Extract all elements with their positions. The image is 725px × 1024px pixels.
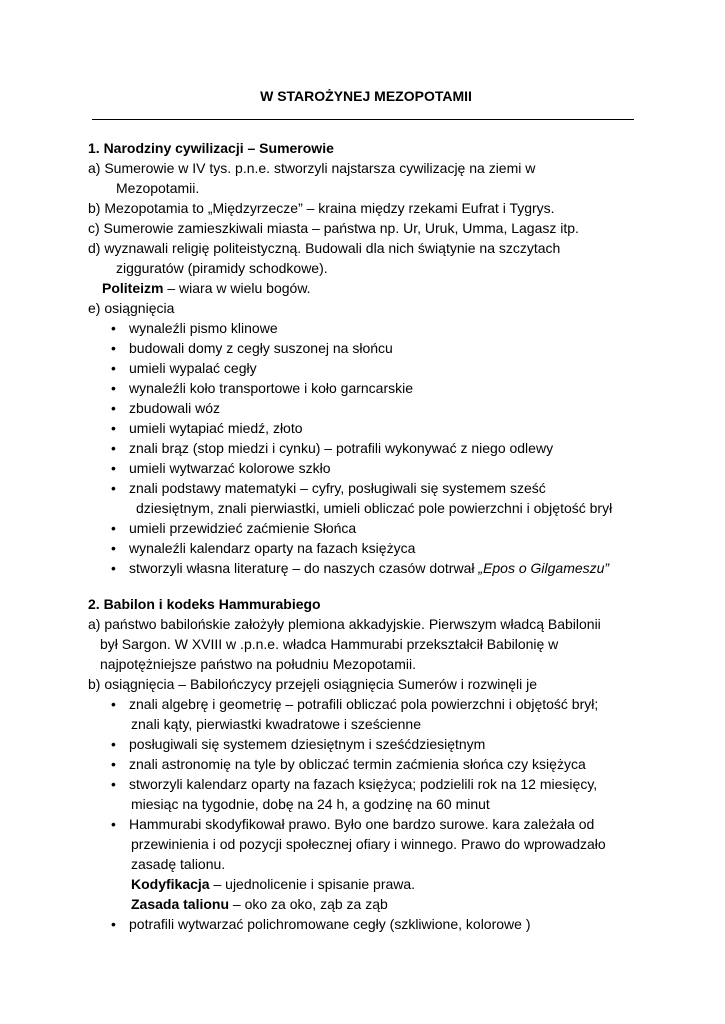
list-item: • umieli przewidzieć zaćmienie Słońca bbox=[111, 520, 357, 536]
list-item: • zbudowali wóz bbox=[111, 400, 221, 416]
paragraph-a: a) Sumerowie w IV tys. p.n.e. stworzyli najstarsza cywilizację na ziemi w bbox=[88, 160, 536, 176]
bullet-icon: • bbox=[111, 380, 116, 396]
bullet-icon: • bbox=[111, 736, 116, 752]
paragraph-a: a) państwo babilońskie założyły plemiona akkadyjskie. Pierwszym władcą Babilonii bbox=[88, 616, 601, 632]
bullet-icon: • bbox=[111, 480, 116, 496]
bullet-icon: • bbox=[111, 696, 116, 712]
paragraph-a-continuation: Mezopotamii. bbox=[116, 180, 200, 196]
list-item: • znali astronomię na tyle by obliczać termin zaćmienia słońca czy księżyca bbox=[111, 756, 586, 772]
babylon-achievements-list bbox=[88, 694, 648, 934]
bullet-icon: • bbox=[111, 340, 116, 356]
paragraph-c: c) Sumerowie zamieszkiwali miasta – państwa np. Ur, Uruk, Umma, Lagasz itp. bbox=[88, 220, 579, 236]
bullet-icon: • bbox=[111, 360, 116, 376]
bullet-icon: • bbox=[111, 420, 116, 436]
list-item: • znali algebrę i geometrię – potrafili obliczać pola powierzchni i objętość brył; znali kąty, pierwiastki kwadratowe i sześcienne bbox=[111, 696, 599, 732]
paragraph-e: e) osiągnięcia bbox=[88, 300, 175, 316]
document-title-block bbox=[88, 86, 648, 106]
list-item: • stworzyli kalendarz oparty na fazach księżyca; podzielili rok na 12 miesięcy, miesiąc na tygodnie, dobę na 24 h, a godzinę na 60 minut bbox=[111, 776, 598, 812]
definition-term: Politeizm bbox=[102, 280, 164, 296]
bullet-icon: • bbox=[111, 460, 116, 476]
list-item: • wynaleźli koło transportowe i koło garncarskie bbox=[111, 380, 414, 396]
definition-text: – oko za oko, ząb za ząb bbox=[229, 896, 388, 912]
definition-text: – wiara w wielu bogów. bbox=[163, 280, 311, 296]
definition-kodyfikacja bbox=[129, 874, 648, 894]
bullet-icon: • bbox=[111, 400, 116, 416]
bullet-icon: • bbox=[111, 756, 116, 772]
paragraph-b: b) osiągnięcia – Babilończycy przejęli osiągnięcia Sumerów i rozwinęli je bbox=[88, 676, 537, 692]
definition-politeizm bbox=[88, 278, 648, 298]
bullet-icon: • bbox=[111, 776, 116, 792]
bullet-icon: • bbox=[111, 560, 116, 576]
definition-text: – ujednolicenie i spisanie prawa. bbox=[209, 876, 416, 892]
paragraph-a-continuation: najpotężniejsze państwo na południu Mezopotamii. bbox=[100, 656, 416, 672]
bullet-icon: • bbox=[111, 440, 116, 456]
list-item: • znali brąz (stop miedzi i cynku) – potrafili wykonywać z niego odlewy bbox=[111, 440, 554, 456]
definition-term: Kodyfikacja bbox=[131, 876, 210, 892]
list-item: • umieli wytwarzać kolorowe szkło bbox=[111, 460, 331, 476]
paragraph-a-continuation: był Sargon. W XVIII w .p.n.e. władca Hammurabi przekształcił Babilonię w bbox=[100, 636, 559, 652]
list-item: • umieli wypalać cegły bbox=[111, 360, 257, 376]
section-sumerians bbox=[88, 138, 648, 578]
bullet-icon: • bbox=[111, 916, 116, 932]
bullet-icon: • bbox=[111, 520, 116, 536]
bullet-icon: • bbox=[111, 816, 116, 832]
bullet-icon: • bbox=[111, 540, 116, 556]
paragraph-d: d) wyznawali religię politeistyczną. Budowali dla nich świątynie na szczytach bbox=[88, 240, 561, 256]
section-heading: 1. Narodziny cywilizacji – Sumerowie bbox=[88, 140, 334, 156]
list-item: • wynaleźli pismo klinowe bbox=[111, 320, 278, 336]
list-item: • budowali domy z cegły suszonej na słońcu bbox=[111, 340, 393, 356]
title-divider bbox=[92, 119, 634, 120]
list-item: • znali podstawy matematyki – cyfry, posługiwali się systemem sześć dziesiętnym, znali pierwiastki, umieli obliczać pole powierzchni i objętość brył bbox=[111, 480, 613, 516]
page-title: W STAROŻYNEJ MEZOPOTAMII bbox=[260, 88, 472, 104]
definition-talion bbox=[129, 894, 648, 914]
list-item: • wynaleźli kalendarz oparty na fazach księżyca bbox=[111, 540, 416, 556]
list-item: • Hammurabi skodyfikował prawo. Było one bardzo surowe. kara zależała od przewinienia i od pozycji społecznej ofiary i winnego. Prawo do wprowadzało zasadę talionu. Kodyfikacja – ujednolicenie i spisanie prawa. Zasada talionu – oko za oko, ząb za ząb bbox=[88, 814, 648, 914]
section-babylon bbox=[88, 594, 648, 934]
list-item: • potrafili wytwarzać polichromowane cegły (szkliwione, kolorowe ) bbox=[111, 916, 531, 932]
epic-title: „Epos o Gilgameszu” bbox=[478, 560, 610, 576]
section-heading: 2. Babilon i kodeks Hammurabiego bbox=[88, 596, 321, 612]
achievements-list bbox=[88, 318, 648, 578]
paragraph-d-continuation: zigguratów (piramidy schodkowe). bbox=[116, 260, 328, 276]
bullet-icon: • bbox=[111, 320, 116, 336]
definition-term: Zasada talionu bbox=[131, 896, 230, 912]
list-item: • stworzyli własna literaturę – do naszych czasów dotrwał „Epos o Gilgameszu” bbox=[111, 560, 610, 576]
list-item: • posługiwali się systemem dziesiętnym i sześćdziesiętnym bbox=[111, 736, 486, 752]
paragraph-b: b) Mezopotamia to „Międzyrzecze” – kraina między rzekami Eufrat i Tygrys. bbox=[88, 200, 555, 216]
list-item: • umieli wytapiać miedź, złoto bbox=[111, 420, 303, 436]
